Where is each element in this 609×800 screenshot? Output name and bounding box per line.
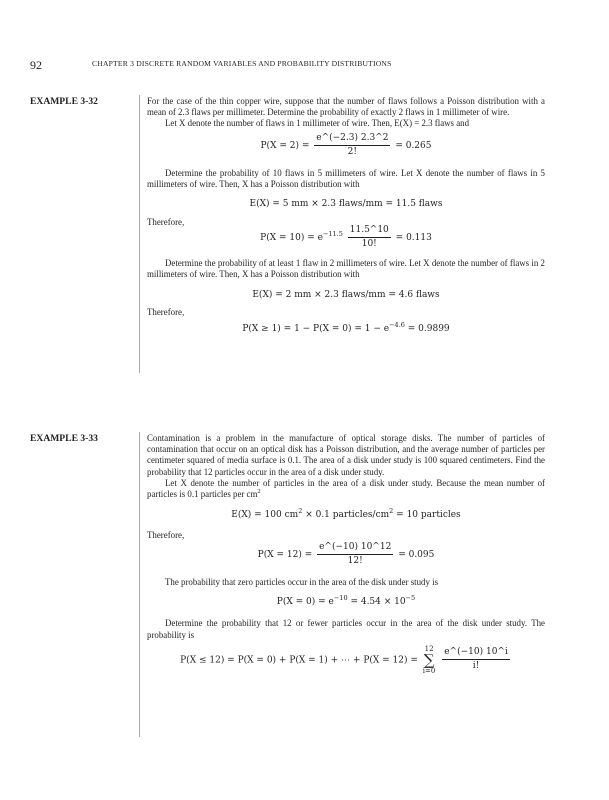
ex32-part3: Determine the probability of at least 1 flaw in 2 millimeters of wire. Let X denote the number of flaws in 2 millimeters of wire. Then, X has a Poisson distribution with bbox=[147, 258, 545, 280]
ex33-zero-text: The probability that zero particles occur in the area of the disk under study is bbox=[165, 577, 439, 588]
ex33-eq2: P(X = 12) = $\frac{e\^{}(-10) 10\^{}12}{12!}$ = 0.095 bbox=[257, 541, 435, 566]
ex32-intro: For the case of the thin copper wire, suppose that the number of flaws follows a Poisson distribution with a mean of 2.3 flaws per millimeter. Determine the probability of exactly 2 flaws in 1 millimeter of wire. bbox=[147, 96, 545, 118]
ex33-eq1: E(X) = 100 $cm^2 \times 0.1$ particles/$cm^2 = 10$ particles bbox=[231, 507, 461, 521]
ex33-therefore: Therefore, bbox=[147, 530, 185, 541]
ex33-let: Let X denote the number of particles in the area of a disk under study. Because the mean number of particles is 0.1 particles per $cm^2$ bbox=[147, 477, 545, 500]
example-3-33-body bbox=[147, 433, 545, 675]
example-rule bbox=[139, 95, 140, 373]
ex32-eq1: P(X = 2) = $\frac{e\^{}(-2.3) 2.3\^{}2}{2!}$ = 0.265 bbox=[260, 132, 432, 157]
ex33-eq3: $P(X = 0) = e^{-10} = 4.54 \times 10^{-5}$ bbox=[276, 594, 416, 608]
example-3-32-label: EXAMPLE 3-32 bbox=[30, 96, 98, 107]
ex32-let: Let X denote the number of flaws in 1 millimeter of wire. Then, E(X) = 2.3 flaws and bbox=[165, 118, 470, 129]
ex32-eq4: E(X) = 2 mm × 2.3 flaws/mm = 4.6 flaws bbox=[252, 289, 440, 300]
ex32-eq1-fraction: $\frac{e\^{}(-2.3) 2.3\^{}2}{2!}$ bbox=[316, 132, 389, 157]
ex32-eq2: E(X) = 5 mm × 2.3 flaws/mm = 11.5 flaws bbox=[249, 199, 443, 210]
chapter-title: CHAPTER 3 DISCRETE RANDOM VARIABLES AND PROBABILITY DISTRIBUTIONS bbox=[92, 59, 392, 68]
ex32-eq3: $P(X = 10) = e^{-11.5}$ $\frac{11.5\^{}10}{10!}$ = 0.113 bbox=[260, 224, 432, 250]
ex32-part2: Determine the probability of 10 flaws in 5 millimeters of wire. Let X denote the number of flaws in 5 millimeters of wire. Then, X has a Poisson distribution with bbox=[147, 168, 545, 190]
example-3-33-label: EXAMPLE 3-33 bbox=[30, 433, 98, 444]
ex32-therefore-1: Therefore, bbox=[147, 216, 185, 227]
summation-sign: 12 ∑ i=0 bbox=[422, 644, 436, 675]
ex33-eq4: P(X ≤ 12) = P(X = 0) + P(X = 1) + ⋯ + P(X = 12) = 12 ∑ i=0 $\frac{e\^{}(-10) 10\^{}i}{i!}$ bbox=[180, 644, 508, 675]
ex33-eq2-fraction: $\frac{e\^{}(-10) 10\^{}12}{12!}$ bbox=[319, 541, 392, 566]
ex32-eq5: $P(X \ge 1) = 1 - P(X = 0) = 1 - e^{-4.6} = 0.9899$ bbox=[242, 321, 450, 335]
example-3-32-body bbox=[147, 96, 545, 335]
page-number: 92 bbox=[30, 58, 42, 72]
ex33-eq4-fraction: $\frac{e\^{}(-10) 10\^{}i}{i!}$ bbox=[444, 647, 508, 672]
example-rule bbox=[139, 432, 140, 737]
ex33-part3: Determine the probability that 12 or fewer particles occur in the area of the disk under study. The probability is bbox=[147, 618, 545, 640]
ex32-therefore-2: Therefore, bbox=[147, 306, 185, 317]
ex32-eq3-fraction: $\frac{11.5\^{}10}{10!}$ bbox=[349, 224, 389, 250]
ex33-intro: Contamination is a problem in the manufacture of optical storage disks. The number of particles of contamination that occur on an optical disk has a Poisson distribution, and the average number of particles per centimeter squared of media surface is 0.1. The area of a disk under study is 100 squared centimeters. Find the probability that 12 particles occur in the area of a disk under study. bbox=[147, 433, 545, 477]
